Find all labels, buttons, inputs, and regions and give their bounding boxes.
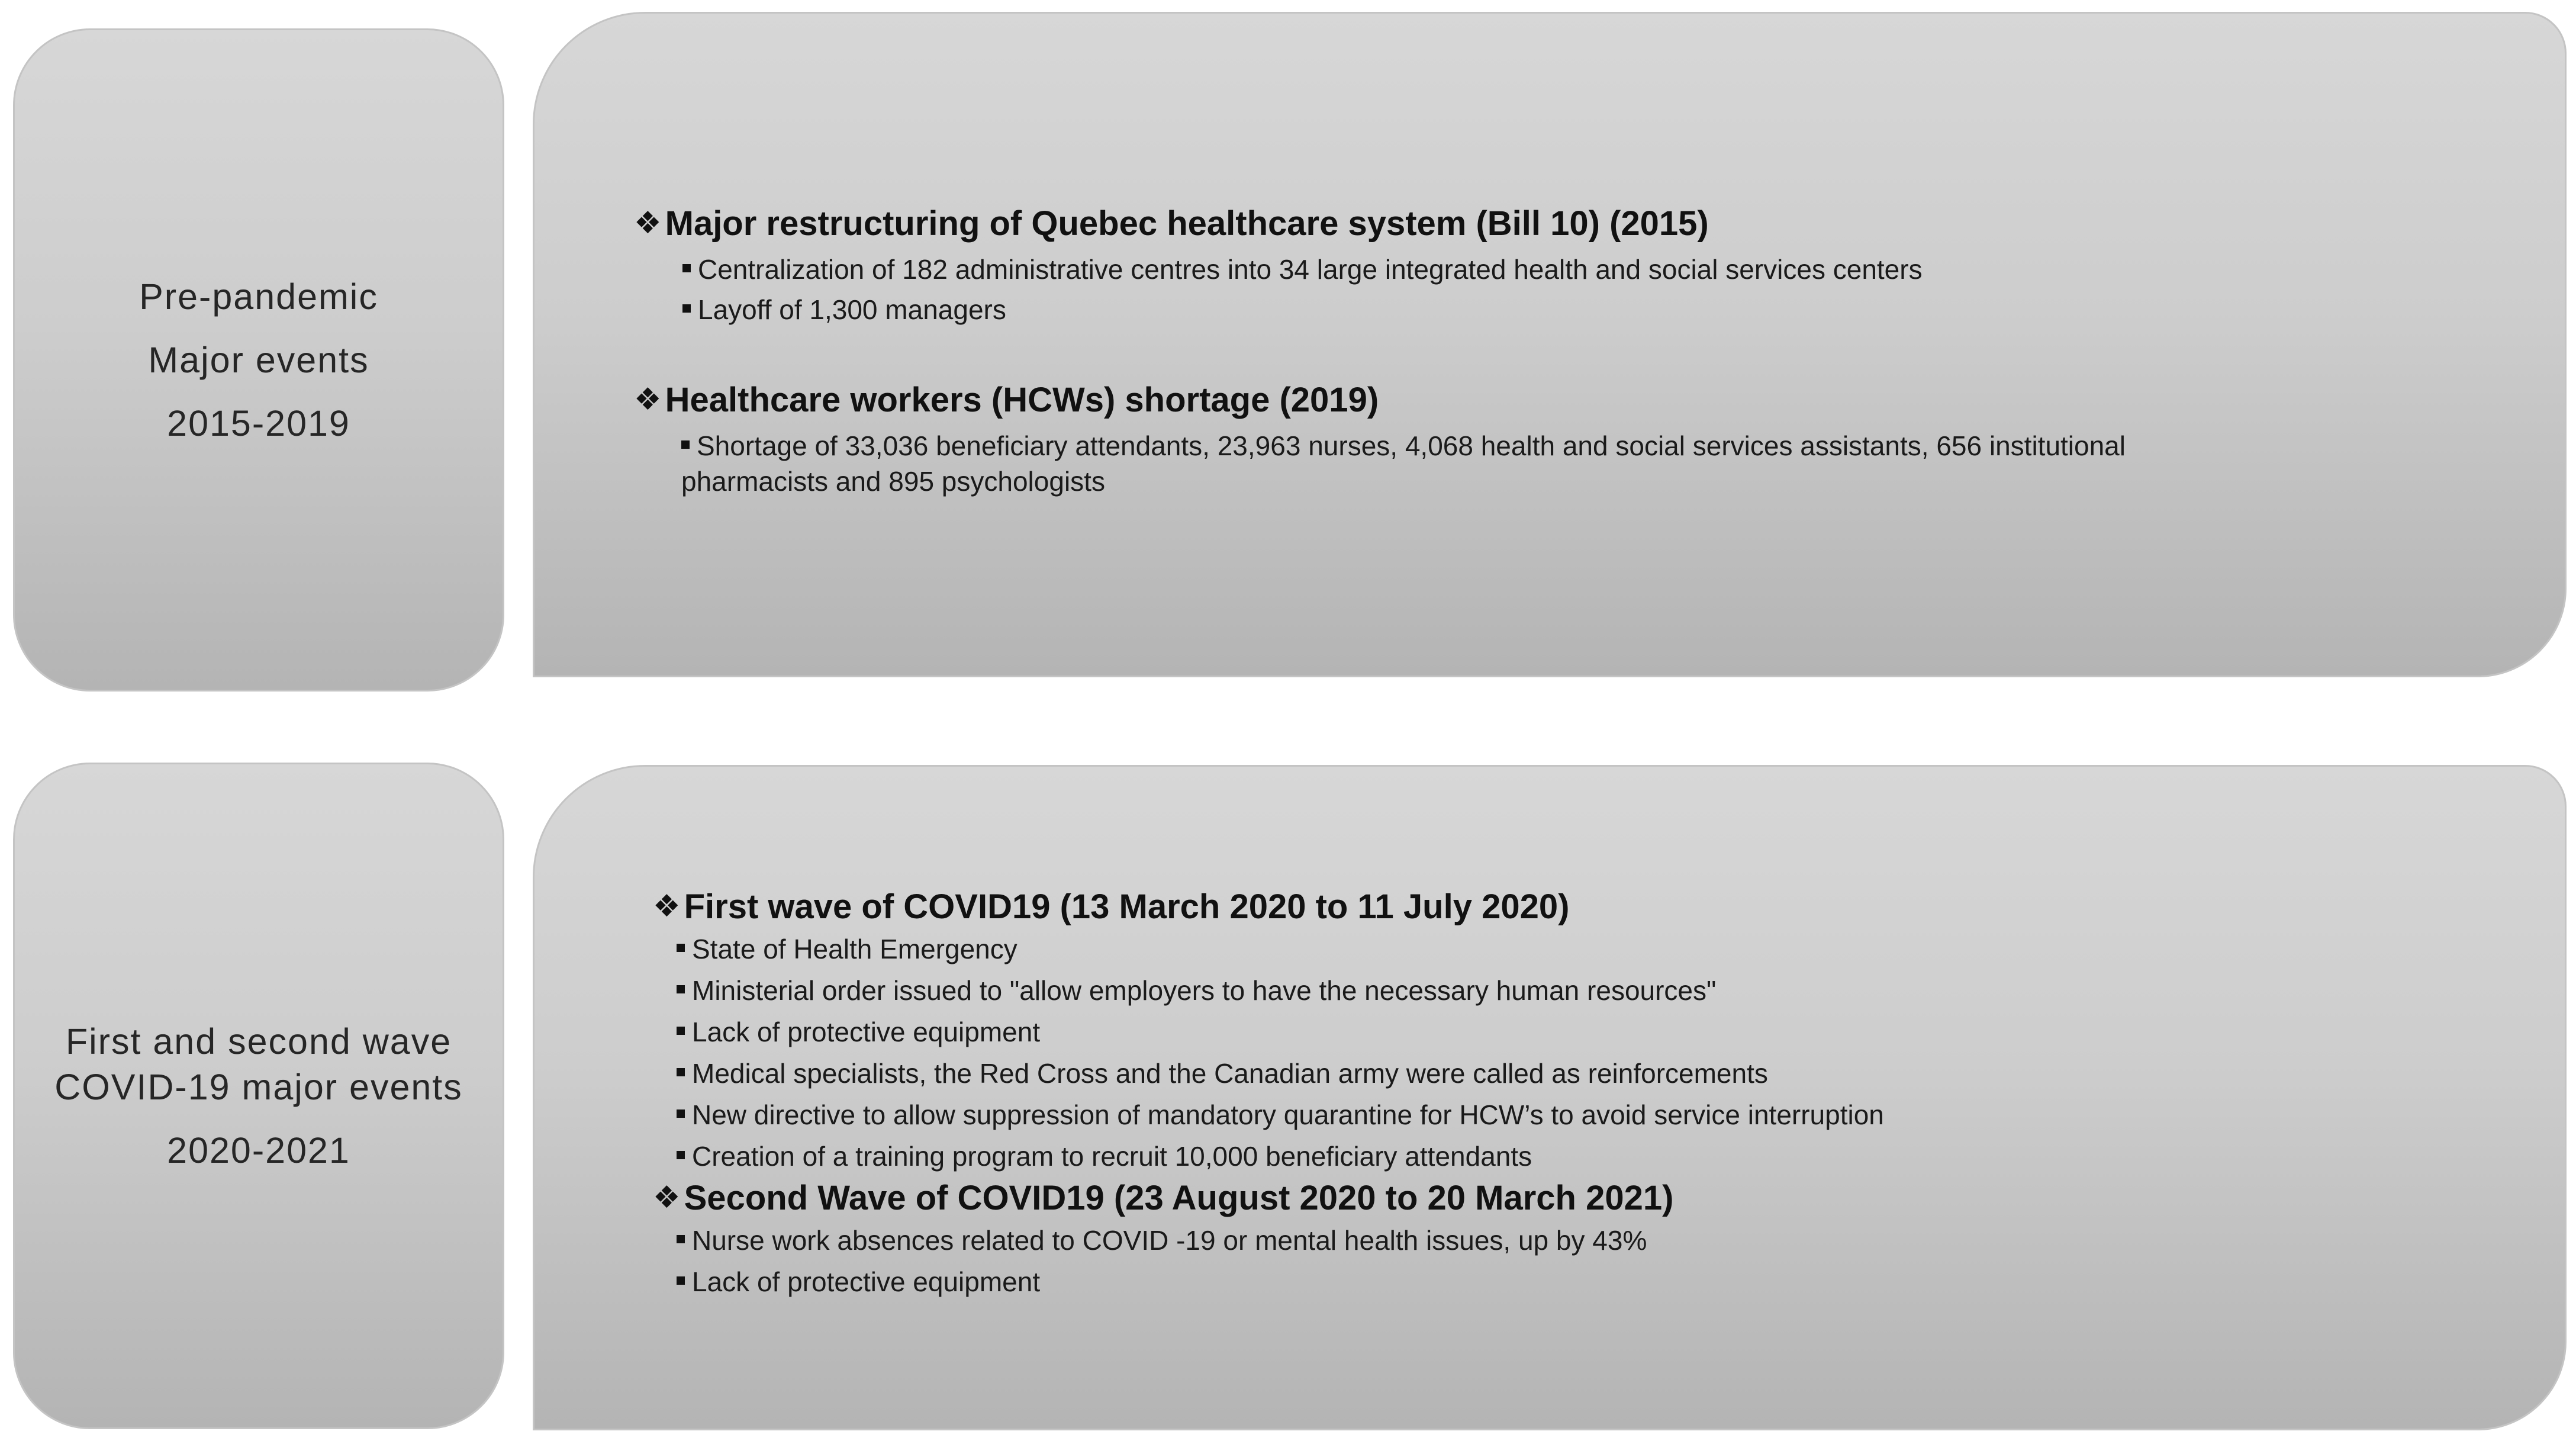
event-heading: ❖ Second Wave of COVID19 (23 August 2020 to 20 March 2021) — [653, 1179, 1674, 1217]
square-bullet-icon — [677, 1027, 685, 1035]
event-heading: ❖ Major restructuring of Quebec healthcare system (Bill 10) (2015) — [634, 204, 1709, 243]
event-bullet: New directive to allow suppression of mandatory quarantine for HCW’s to avoid service interruption — [677, 1097, 1884, 1133]
diamond-bullet-icon: ❖ — [653, 1181, 681, 1215]
square-bullet-icon — [677, 1276, 685, 1285]
event-bullet: Centralization of 182 administrative centres into 34 large integrated health and social services centers — [682, 252, 1923, 287]
square-bullet-icon — [682, 264, 691, 272]
diamond-bullet-icon: ❖ — [653, 889, 681, 924]
event-bullet: State of Health Emergency — [677, 931, 1017, 967]
event-bullet: Medical specialists, the Red Cross and the Canadian army were called as reinforcements — [677, 1056, 1768, 1091]
pre-pandemic-events-panel — [533, 12, 2567, 677]
pre-pandemic-subtitle: Major events — [148, 339, 369, 380]
square-bullet-icon — [677, 1235, 685, 1243]
square-bullet-icon — [677, 1151, 685, 1159]
covid-title: First and second wave — [65, 1021, 452, 1062]
event-bullet: Lack of protective equipment — [677, 1014, 1040, 1050]
event-heading: ❖ Healthcare workers (HCWs) shortage (2019) — [634, 381, 1379, 419]
event-bullet: Shortage of 33,036 beneficiary attendants, 23,963 nurses, 4,068 health and social services assistants, 656 institutional pharmacists and 895 psychologists — [681, 430, 2126, 497]
square-bullet-icon — [682, 304, 691, 313]
pre-pandemic-title: Pre-pandemic — [139, 276, 378, 317]
pre-pandemic-years: 2015-2019 — [167, 403, 350, 443]
event-heading: ❖ First wave of COVID19 (13 March 2020 to 11 July 2020) — [653, 887, 1570, 926]
event-bullet: Nurse work absences related to COVID -19 or mental health issues, up by 43% — [677, 1223, 1647, 1258]
square-bullet-icon — [677, 1068, 685, 1076]
event-bullet: Creation of a training program to recruit 10,000 beneficiary attendants — [677, 1139, 1532, 1174]
event-bullet: Layoff of 1,300 managers — [682, 292, 1006, 327]
diamond-bullet-icon: ❖ — [634, 206, 662, 240]
covid-events-panel — [533, 765, 2567, 1430]
square-bullet-icon — [681, 440, 690, 449]
event-bullet: Ministerial order issued to "allow employers to have the necessary human resources" — [677, 973, 1716, 1008]
covid-years: 2020-2021 — [167, 1130, 350, 1170]
pre-pandemic-label-box — [13, 28, 504, 692]
square-bullet-icon — [677, 944, 685, 952]
covid-subtitle: COVID-19 major events — [54, 1066, 463, 1107]
event-bullet: Lack of protective equipment — [677, 1264, 1040, 1300]
square-bullet-icon — [677, 1109, 685, 1118]
covid-label-box — [13, 763, 504, 1429]
square-bullet-icon — [677, 985, 685, 993]
diamond-bullet-icon: ❖ — [634, 382, 662, 417]
